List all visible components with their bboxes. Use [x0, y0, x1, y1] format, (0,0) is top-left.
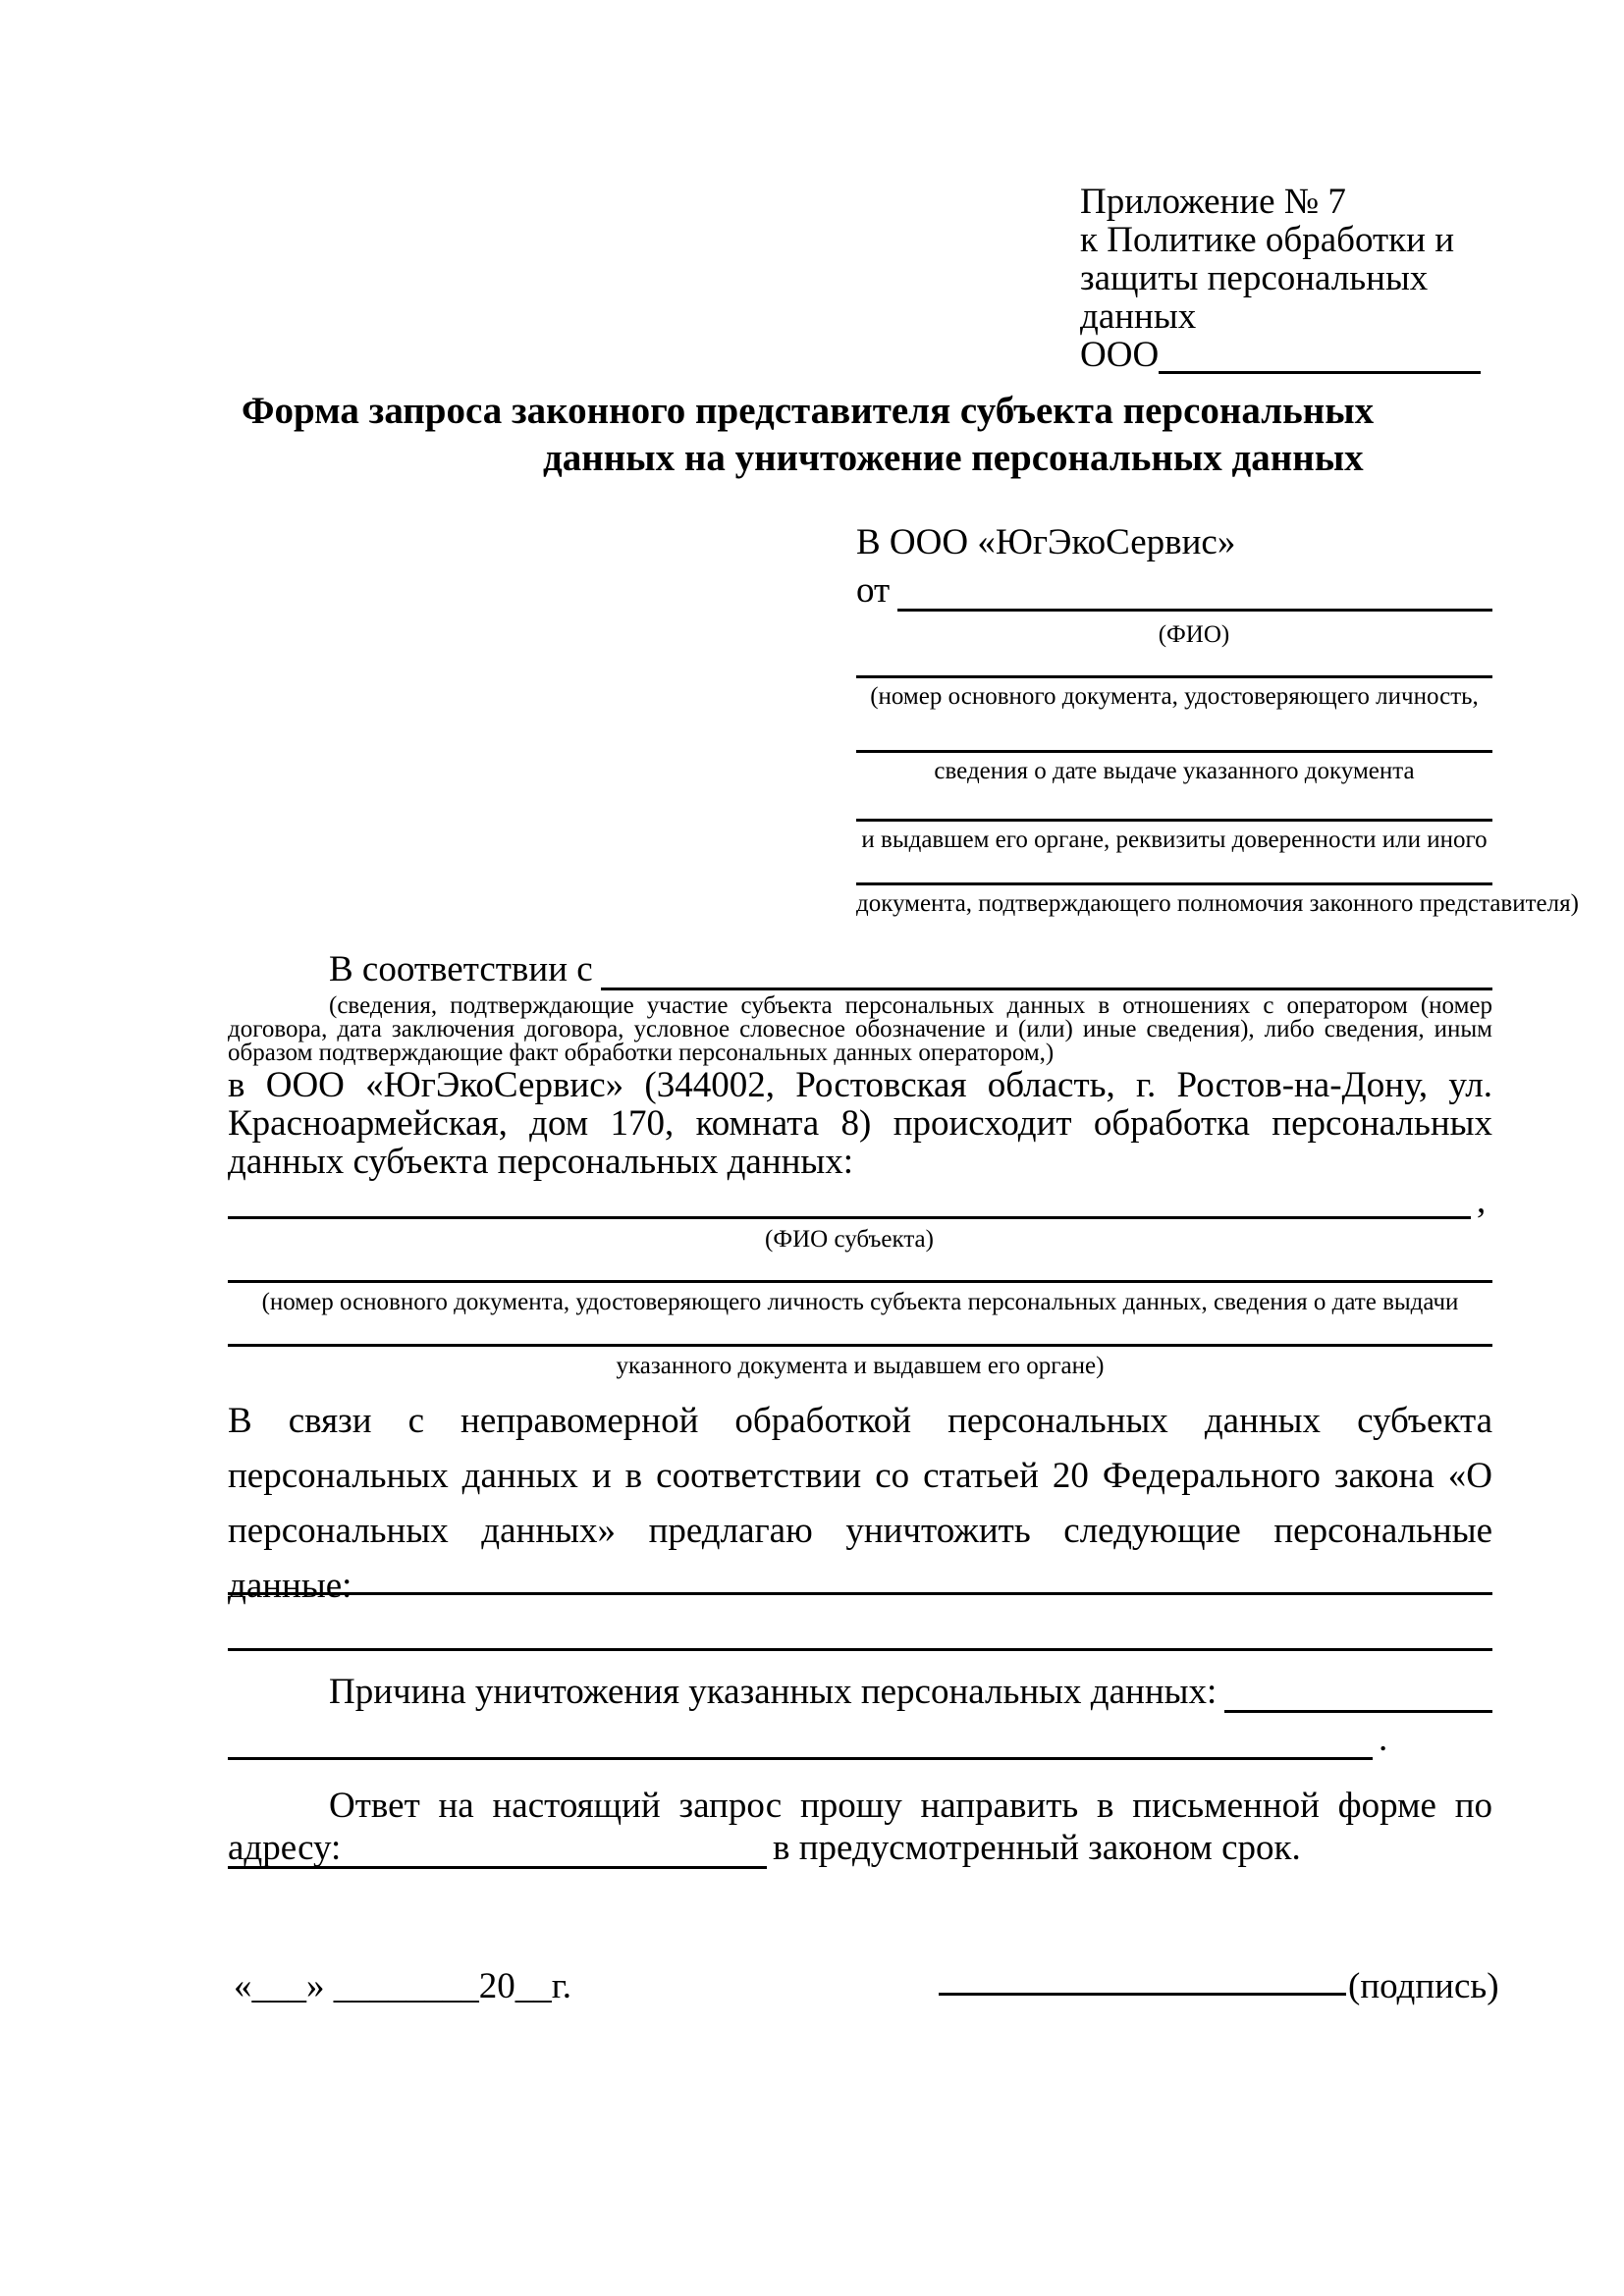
data-blank-line-2 — [228, 1613, 1492, 1651]
response-sentence: Ответ на настоящий запрос прошу направить в письменной форме по адресу: — [228, 1786, 1492, 1868]
from-label: от — [856, 570, 891, 611]
subject-fio-caption: (ФИО субъекта) — [765, 1226, 934, 1253]
signature-blank-line — [939, 1962, 1346, 1996]
accordance-row — [329, 949, 1492, 990]
subject-fio-comma: , — [1477, 1181, 1487, 1221]
subject-fio-blank-line — [228, 1181, 1471, 1219]
data-blank-line-1 — [228, 1557, 1492, 1595]
subject-doc-caption-1: (номер основного документа, удостоверяющего личность субъекта персональных данных, сведения о дате выдачи — [261, 1289, 1459, 1315]
rep-doc-caption-3: и выдавшем его органе, реквизиты доверенности или иного — [861, 827, 1488, 853]
rep-doc-caption-4: документа, подтверждающего полномочия законного представителя) — [856, 890, 1579, 917]
addressee-line: В ООО «ЮгЭкоСервис» — [856, 522, 1236, 562]
annex-block — [1080, 183, 1481, 374]
fio-caption: (ФИО) — [1158, 621, 1230, 648]
page-title-line-2: данных на уничтожение персональных данных — [543, 437, 1364, 479]
annex-ooo-row — [1080, 336, 1481, 374]
representative-fio-blank-line — [897, 609, 1492, 612]
accordance-label: В соответствии с — [329, 949, 593, 989]
annex-line: защиты персональных данных — [1080, 258, 1429, 337]
signature-caption: (подпись) — [1348, 1966, 1499, 2006]
subject-doc-caption-2: указанного документа и выдавшем его органе) — [616, 1353, 1105, 1379]
annex-line: Приложение № 7 — [1080, 182, 1346, 222]
rep-doc-blank-line-2 — [856, 715, 1492, 753]
request-paragraph: В связи с неправомерной обработкой персональных данных субъекта персональных данных и в соответствии со статьей 20 Федерального закона «О персональных данных» предлагаю уничтожить следующие персональные данные: — [228, 1401, 1492, 1606]
reason-blank-line — [1224, 1710, 1492, 1713]
reason-label: Причина уничтожения указанных персональных данных: — [329, 1672, 1218, 1712]
response-suffix: в предусмотренный законом срок. — [773, 1828, 1301, 1868]
annex-ooo-blank-line — [1159, 371, 1481, 374]
from-row — [856, 570, 1492, 612]
address-blank-line — [228, 1866, 767, 1869]
rep-doc-blank-line-3 — [856, 783, 1492, 822]
rep-doc-caption-2: сведения о дате выдаче указанного документа — [934, 758, 1415, 784]
rep-doc-blank-line-4 — [856, 847, 1492, 885]
rep-doc-caption-1: (номер основного документа, удостоверяющего личность, — [870, 683, 1479, 710]
accordance-caption: (сведения, подтверждающие участие субъекта персональных данных в отношениях с оператором (номер договора, дата заключения договора, условное словесное обозначение и (или) иные сведения), либо сведения, иным образом подтверждающие факт обработки персональных данных оператором,) — [228, 992, 1492, 1066]
subject-doc-blank-line-2 — [228, 1308, 1492, 1347]
page-title-line-1: Форма запроса законного представителя субъекта персональных — [242, 390, 1375, 432]
annex-ooo-label: ООО — [1080, 335, 1160, 375]
reason-blank-line-2 — [228, 1722, 1373, 1760]
operator-paragraph: в ООО «ЮгЭкоСервис» (344002, Ростовская область, г. Ростов-на-Дону, ул. Красноармейская, дом 170, комната 8) происходит обработка персональных данных субъекта персональных данных: — [228, 1065, 1492, 1182]
annex-line: к Политике обработки и — [1080, 220, 1455, 260]
response-address-row — [228, 1830, 1492, 1869]
subject-doc-blank-line-1 — [228, 1245, 1492, 1283]
date-placeholder: «___» ________20__г. — [234, 1966, 572, 2006]
rep-doc-blank-line-1 — [856, 640, 1492, 678]
reason-period: . — [1379, 1719, 1388, 1759]
accordance-blank-line — [601, 988, 1492, 990]
reason-row — [329, 1672, 1492, 1713]
